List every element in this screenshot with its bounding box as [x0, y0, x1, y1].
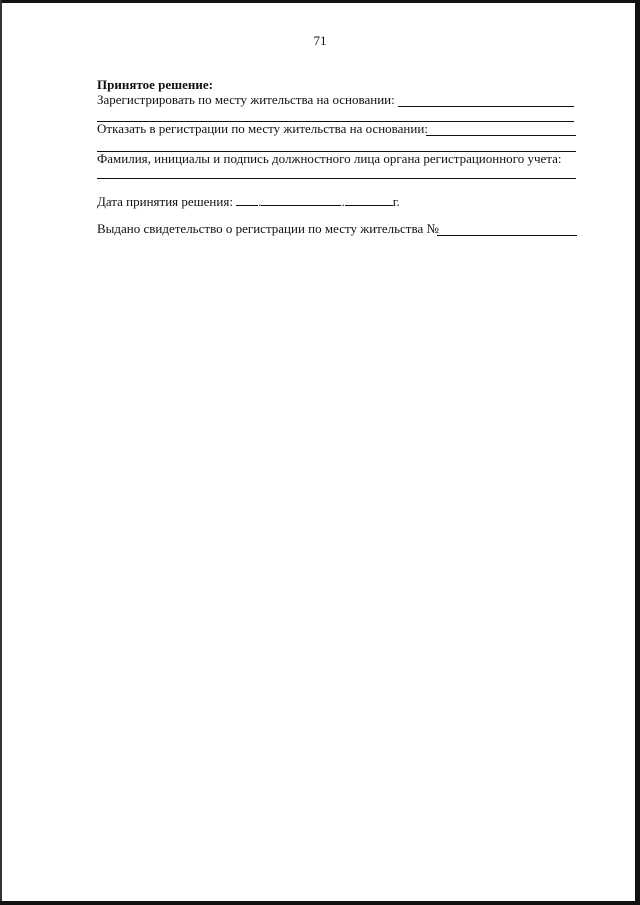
date-label: Дата принятия решения: — [97, 194, 233, 209]
scan-edge-bottom — [0, 901, 640, 905]
certificate-number-field[interactable] — [437, 235, 577, 236]
decision-date-row — [97, 193, 400, 210]
decision-heading: Принятое решение: — [97, 77, 213, 92]
page-number: 71 — [313, 33, 327, 48]
official-signature-field[interactable] — [97, 178, 576, 179]
refuse-basis-field[interactable] — [426, 135, 576, 136]
date-separator-1: . — [258, 194, 262, 209]
date-day-field[interactable] — [236, 193, 258, 206]
scan-edge-right — [635, 0, 640, 905]
date-separator-2: . — [341, 194, 345, 209]
date-suffix: г. — [392, 194, 400, 209]
date-year-field[interactable] — [345, 193, 393, 206]
register-basis-field[interactable] — [398, 106, 574, 107]
register-label: Зарегистрировать по месту жительства на основании: — [97, 92, 395, 107]
certificate-label: Выдано свидетельство о регистрации по месту жительства № — [97, 221, 439, 236]
refuse-label: Отказать в регистрации по месту жительства на основании: — [97, 121, 428, 136]
date-month-field[interactable] — [261, 193, 341, 206]
official-label: Фамилия, инициалы и подпись должностного лица органа регистрационного учета: — [97, 151, 562, 166]
scan-edge-top — [0, 0, 640, 3]
scan-edge-left — [0, 0, 2, 905]
